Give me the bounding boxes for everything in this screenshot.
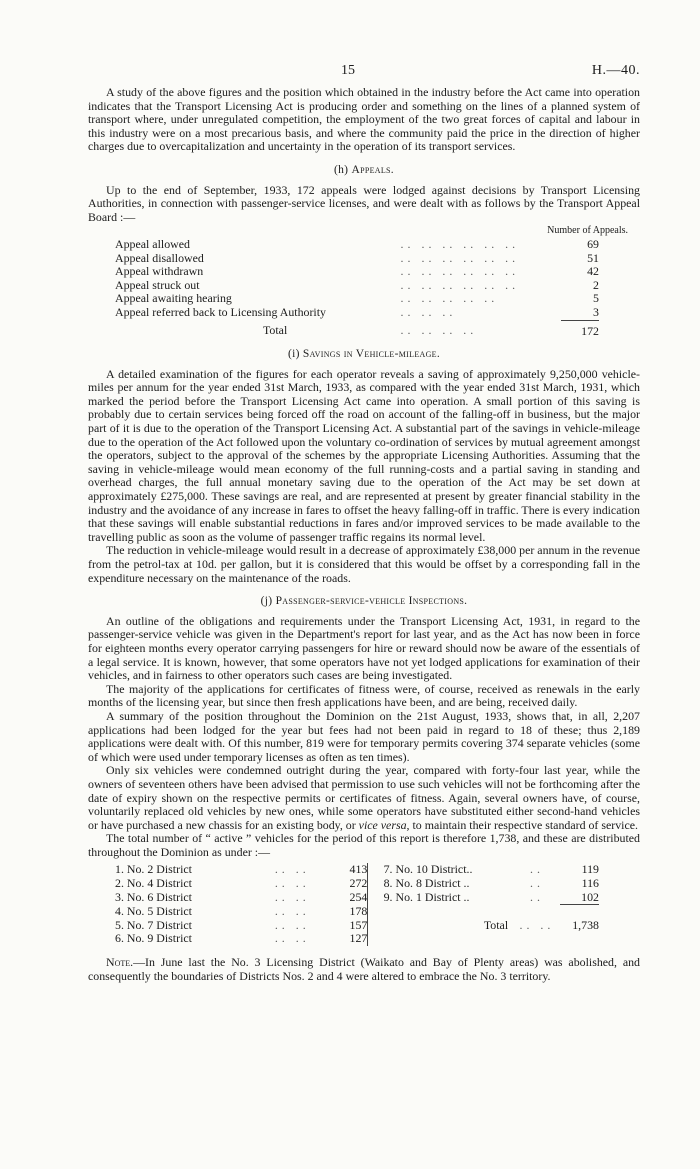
appeals-heading-letter: (h): [334, 163, 349, 176]
paragraph-4-text-a: Only six vehicles were condemned outright during the year, compared with forty-four last year, while the owners of seventeen others have been advised that permission to use such vehicles will not be forthcoming after the date of expiry shown on the respective permits or certificates of fitness. Again, several owners have, of course, voluntarily replaced old vehicles by new ones, while some operators have substituted either second-hand vehicles or have purchased a new chassis for an existing body, or: [88, 763, 640, 832]
table-row: 5. No. 7 District .. .. 157 Total .. .. 1,738: [115, 917, 599, 932]
inspections-paragraph-2: The majority of the applications for certificates of fitness were, of course, received as renewals in the early months of the licensing year, but since then fresh applications have been, and are being, received daily.: [88, 681, 640, 710]
document-code: H.—40.: [591, 63, 640, 78]
savings-heading-title: Savings in Vehicle-mileage.: [302, 348, 441, 361]
district-value: 254: [349, 889, 368, 904]
note-text: —In June last the No. 3 Licensing District (Waikato and Bay of Plenty areas) was abolished, and consequently the boundaries of Districts Nos. 2 and 4 were altered to embrace the No. 3 territory.: [88, 954, 640, 983]
inspections-heading-title: Passenger-service-vehicle Inspections.: [275, 595, 468, 608]
table-row: Appeal withdrawn .. .. .. .. .. .. 42: [115, 264, 599, 279]
paragraph-4-italic: vice versa,: [358, 817, 410, 832]
district-value: 178: [349, 903, 368, 918]
district-label: 5. No. 7 District: [115, 917, 192, 932]
table-row: Appeal allowed .. .. .. .. .. .. 69: [115, 236, 599, 251]
district-value: 413: [349, 862, 368, 877]
inspections-heading-letter: (j): [260, 595, 273, 608]
table-row: 4. No. 5 District .. .. 178: [115, 905, 599, 919]
appeal-label: Appeal disallowed: [115, 250, 204, 265]
district-value: 127: [349, 931, 368, 946]
intro-paragraph: A study of the above figures and the position which obtained in the industry before the Act came into operation indicates that the Transport Licensing Act is producing order and something on the lines of a planned system of transport where, under unregulated competition, the employment of the two great forces of capital and labour in this industry were on a most precarious basis, and where the community paid the price in the direction of higher charges due to overcapitalization and uncertainty in the operation of its transport services.: [88, 85, 640, 154]
appeals-paragraph: Up to the end of September, 1933, 172 appeals were lodged against decisions by Transport Licensing Authorities, in connection with passenger-service licenses, and were dealt with as follows by the Transport Appeal Board :—: [88, 182, 640, 224]
table-row: Appeal struck out .. .. .. .. .. .. 2: [115, 277, 599, 292]
appeal-value: 2: [593, 277, 599, 292]
paragraph-4-text-b: to maintain their respective standard of service.: [412, 817, 639, 832]
district-value: 116: [581, 876, 599, 891]
appeal-label: Appeal referred back to Licensing Authority: [115, 305, 326, 320]
appeal-value: 51: [587, 250, 599, 265]
appeal-label: Appeal allowed: [115, 236, 190, 251]
districts-table: [115, 863, 599, 945]
savings-heading-letter: (i): [287, 348, 300, 361]
appeal-value: 42: [587, 264, 599, 279]
districts-total-value: 1,738: [572, 917, 599, 932]
table-row: Appeal disallowed .. .. .. .. .. .. 51: [115, 250, 599, 265]
table-row: Appeal referred back to Licensing Authority .. .. .. 3: [115, 304, 599, 320]
table-total-row: Total .. .. .. .. 172: [115, 320, 599, 338]
table-row: 1. No. 2 District .. .. 413 7. No. 10 District.. .. 119: [115, 862, 599, 877]
district-value: 102: [581, 889, 599, 904]
district-value: 119: [581, 862, 599, 877]
appeals-heading-title: Appeals.: [351, 163, 394, 176]
page-header: [88, 64, 640, 86]
appeals-heading: [88, 164, 640, 178]
appeal-label: Appeal withdrawn: [115, 264, 204, 279]
district-value: 157: [349, 917, 368, 932]
district-value: 272: [349, 876, 368, 891]
appeal-value: 3: [593, 304, 599, 319]
table-row: 3. No. 6 District .. .. 254 9. No. 1 District .. .. 102: [115, 889, 599, 904]
appeal-value: 69: [587, 236, 599, 251]
district-label: 3. No. 6 District: [115, 889, 192, 904]
savings-paragraph-1: A detailed examination of the figures for each operator reveals a saving of approximately 9,250,000 vehicle-miles per annum for the year ended 31st March, 1933, as compared with the year ended 31st March, 1931, which marked the period before the Transport Licensing Act came into operation. A small portion of this saving is probably due to certain services being forced off the road on account of the falling-off in business, but the major part of it is due to the operation of the Transport Licensing Act. A substantial part of the savings in vehicle-mileage due to the operation of the Act followed upon the voluntary co-ordination of services by mutual agreement amongst the operators, subject to the approval of the schemes by the appropriate Licensing Authorities. Assuming that the saving in vehicle-mileage would mean economy of the full running-costs and a partial saving in standing and overhead charges, the full annual monetary saving due to the operation of the Act may be set down at approximately £275,000. These savings are real, and are represented at present by greater financial stability in the industry and the avoidance of any increase in fares to offset the heavy falling-off in traffic. There is every indication that these savings will enable substantial reductions in fares and/or improved services to be made available to the travelling public as soon as the volume of passenger traffic regains its normal level.: [88, 366, 640, 544]
note-paragraph: [88, 956, 640, 983]
savings-heading: [88, 348, 640, 362]
district-label: 1. No. 2 District: [115, 862, 192, 877]
appeal-label: Appeal struck out: [115, 277, 200, 292]
inspections-paragraph-3: A summary of the position throughout the Dominion on the 21st August, 1933, shows that, in all, 2,207 applications had been lodged for the year but fees had not been paid in regard to 18 of these; thus 2,189 applications were dealt with. Of this number, 819 were for temporary permits covering 374 separate vehicles (some of which were used under temporary licenses as often as ten times).: [88, 708, 640, 764]
document-page: [88, 64, 640, 983]
appeal-label: Appeal awaiting hearing: [115, 291, 232, 306]
district-label: 9. No. 1 District ..: [383, 889, 470, 904]
savings-paragraph-2: The reduction in vehicle-mileage would result in a decrease of approximately £38,000 per annum in the revenue from the petrol-tax at 10d. per gallon, but it is considered that this would be offset by a corresponding fall in the expenditure necessary on the maintenance of the roads.: [88, 543, 640, 585]
inspections-paragraph-5: The total number of “ active ” vehicles for the period of this report is therefore 1,738, and these are distributed throughout the Dominion as under :—: [88, 831, 640, 859]
page-number: 15: [341, 63, 355, 78]
note-label: Note.: [106, 954, 134, 969]
districts-total-label: Total: [483, 917, 509, 932]
table-row: Appeal awaiting hearing .. .. .. .. .. 5: [115, 291, 599, 306]
appeals-table: [115, 238, 599, 338]
district-label: 4. No. 5 District: [115, 903, 192, 918]
appeals-column-header: Number of Appeals.: [547, 225, 628, 237]
district-label: 8. No. 8 District ..: [383, 876, 470, 891]
table-row: 2. No. 4 District .. .. 272 8. No. 8 District .. .. 116: [115, 876, 599, 891]
table-row: 6. No. 9 District .. .. 127: [115, 932, 599, 946]
appeals-total-label: Total: [263, 323, 288, 338]
inspections-paragraph-4: [88, 764, 640, 832]
appeals-total-value: 172: [561, 320, 599, 338]
district-label: 7. No. 10 District..: [383, 862, 473, 877]
appeal-value: 5: [593, 291, 599, 306]
inspections-heading: [88, 595, 640, 609]
district-label: 6. No. 9 District: [115, 931, 192, 946]
inspections-paragraph-1: An outline of the obligations and requirements under the Transport Licensing Act, 1931, in regard to the passenger-service vehicle was given in the Department's report for last year, and as the Act has now been in force for eighteen months every operator carrying passengers for hire or reward should now be aware of the essentials of a legal service. It is known, however, that some operators have not yet lodged applications for examination of their vehicles, and in fairness to other operators such cases are being investigated.: [88, 613, 640, 683]
district-label: 2. No. 4 District: [115, 876, 192, 891]
